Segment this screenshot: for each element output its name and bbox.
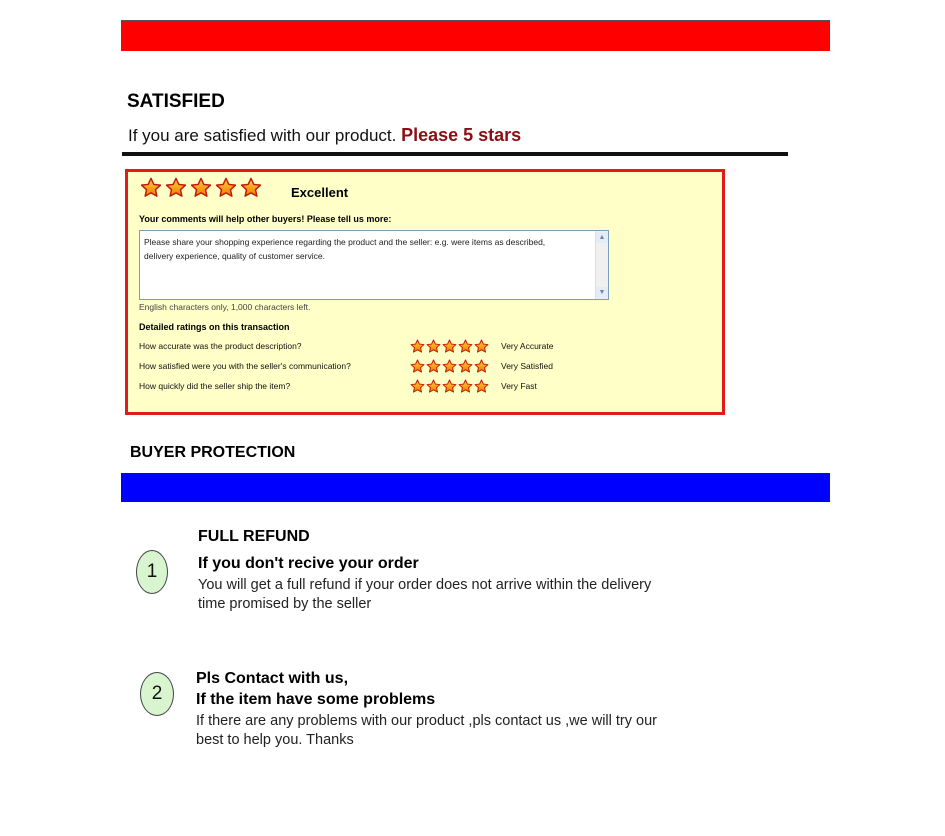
star-icon[interactable] bbox=[442, 339, 457, 354]
star-icon[interactable] bbox=[410, 379, 425, 394]
detailed-ratings-title: Detailed ratings on this transaction bbox=[139, 322, 290, 332]
step-number-badge: 1 bbox=[136, 550, 168, 594]
star-icon[interactable] bbox=[458, 339, 473, 354]
star-icon[interactable] bbox=[474, 339, 489, 354]
detail-row bbox=[139, 339, 699, 355]
detail-row bbox=[139, 359, 699, 375]
scroll-up-icon[interactable]: ▲ bbox=[596, 232, 608, 243]
blue-banner-bar bbox=[121, 473, 830, 502]
satisfied-text: If you are satisfied with our product. bbox=[128, 126, 397, 145]
buyer-protection-title: BUYER PROTECTION bbox=[130, 444, 296, 461]
star-icon[interactable] bbox=[140, 177, 162, 199]
star-icon[interactable] bbox=[190, 177, 212, 199]
star-icon[interactable] bbox=[410, 339, 425, 354]
detail-question: How quickly did the seller ship the item? bbox=[139, 381, 291, 391]
detail-question: How accurate was the product description? bbox=[139, 341, 302, 351]
star-icon[interactable] bbox=[410, 359, 425, 374]
detail-row bbox=[139, 379, 699, 395]
satisfied-line bbox=[128, 125, 521, 146]
detail-star-rating[interactable] bbox=[410, 379, 489, 394]
star-icon[interactable] bbox=[458, 379, 473, 394]
contact-subtitle: If the item have some problems bbox=[196, 691, 436, 708]
comment-placeholder: Please share your shopping experience regarding the product and the seller: e.g. were items as described, delivery experience, quality of customer service. bbox=[144, 237, 546, 261]
star-icon[interactable] bbox=[240, 177, 262, 199]
overall-rating-label: Excellent bbox=[291, 185, 349, 200]
feedback-rating-box bbox=[125, 169, 725, 415]
comments-label: Your comments will help other buyers! Please tell us more: bbox=[139, 214, 392, 224]
full-refund-title: FULL REFUND bbox=[198, 528, 310, 545]
detail-star-rating[interactable] bbox=[410, 359, 489, 374]
star-icon[interactable] bbox=[215, 177, 237, 199]
star-icon[interactable] bbox=[165, 177, 187, 199]
star-icon[interactable] bbox=[442, 359, 457, 374]
detail-answer: Very Satisfied bbox=[501, 361, 553, 371]
star-icon[interactable] bbox=[474, 359, 489, 374]
contact-title: Pls Contact with us, bbox=[196, 670, 349, 687]
detail-answer: Very Fast bbox=[501, 381, 537, 391]
overall-star-rating[interactable] bbox=[140, 177, 262, 199]
divider-rule bbox=[122, 152, 788, 156]
star-icon[interactable] bbox=[426, 359, 441, 374]
comment-scrollbar[interactable] bbox=[595, 231, 608, 299]
star-icon[interactable] bbox=[426, 339, 441, 354]
step-number-badge: 2 bbox=[140, 672, 174, 716]
detail-question: How satisfied were you with the seller's communication? bbox=[139, 361, 351, 371]
full-refund-subtitle: If you don't recive your order bbox=[198, 555, 419, 572]
scroll-down-icon[interactable]: ▼ bbox=[596, 287, 608, 298]
five-stars-highlight: Please 5 stars bbox=[401, 125, 522, 145]
red-banner-bar bbox=[121, 20, 830, 51]
star-icon[interactable] bbox=[426, 379, 441, 394]
comment-textarea[interactable] bbox=[139, 230, 609, 300]
star-icon[interactable] bbox=[442, 379, 457, 394]
star-icon[interactable] bbox=[474, 379, 489, 394]
detail-star-rating[interactable] bbox=[410, 339, 489, 354]
characters-left-note: English characters only, 1,000 characters left. bbox=[139, 302, 311, 312]
contact-text: If there are any problems with our product ,pls contact us ,we will try our best to help you. Thanks bbox=[196, 713, 657, 748]
star-icon[interactable] bbox=[458, 359, 473, 374]
full-refund-text: You will get a full refund if your order does not arrive within the delivery time promised by the seller bbox=[198, 577, 652, 612]
satisfied-title: SATISFIED bbox=[127, 91, 225, 112]
detail-answer: Very Accurate bbox=[501, 341, 554, 351]
